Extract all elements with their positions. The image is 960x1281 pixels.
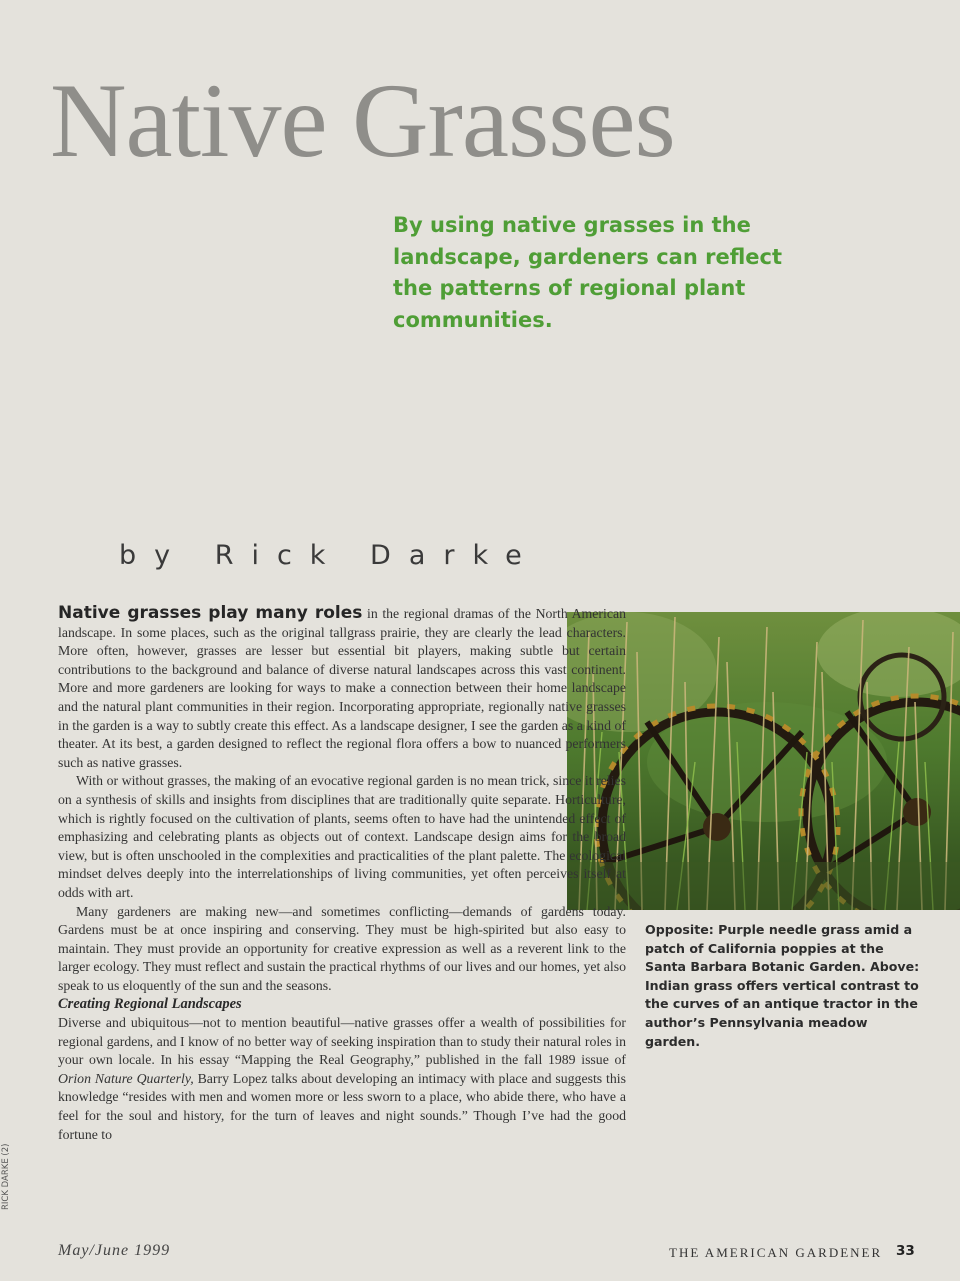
footer-issue-date: May/June 1999: [58, 1242, 171, 1259]
publication-title: Orion Nature Quarterly,: [58, 1070, 194, 1086]
article-title: Native Grasses: [50, 62, 675, 179]
photo-credit-text: RICK DARKE (2): [1, 1143, 11, 1210]
article-body: [58, 604, 626, 1144]
body-paragraph: [58, 1014, 626, 1144]
paragraph-text: in the regional dramas of the North American landscape. In some places, such as the original tallgrass prairie, they are clearly the lead characters. More often, however, grasses are lesser but essential bit players, making subtle but certain contributions to the background and balance of diverse natural landscapes across this vast continent. More and more gardeners are looking for ways to make a connection between their home landscape and the natural plant communities in their region. Incorporating appropriate, regionally native grasses in the garden is a way to subtly create this effect. As a landscape designer, I see the garden as a kind of theater. At its best, a garden designed to reflect the regional flora offers a bow to nuanced performers such as native grasses.: [58, 606, 626, 770]
section-subhead: Creating Regional Landscapes: [58, 996, 242, 1013]
body-paragraph: Many gardeners are making new—and sometimes conflicting—demands of gardens today. Gardens must be at once inspiring and conserving. They must be high-spirited but also easy to maintain. They must provide an opportunity for creative expression as well as a reverent link to the larger ecology. They must reflect and sustain the practical rhythms of our lives and our homes, yet also speak to us eloquently of the sun and the seasons.: [58, 903, 626, 993]
lead-in: Native grasses play many roles: [58, 603, 363, 623]
page-number: 33: [896, 1243, 915, 1259]
paragraph-text: Diverse and ubiquitous—not to mention beautiful—native grasses offer a wealth of possibilities for regional gardens, and I know of no better way of seeking inspiration than to study their natural roles in your own locale. In his essay “Mapping the Real Geography,” published in the fall 1989 issue of: [58, 1015, 626, 1068]
body-paragraph: With or without grasses, the making of an evocative regional garden is no mean trick, since it relies on a synthesis of skills and insights from disciplines that are traditionally quite separate. Horticulture, which is rightly focused on the cultivation of plants, seems often to have had the unintended effect of emphasizing and celebrating plants as objects out of context. Landscape design aims for the broad view, but is often unschooled in the complexities and practicalities of the plant palette. The ecological mindset delves deeply into the interrelationships of living communities, yet often perceives itself at odds with art.: [58, 773, 626, 900]
article-deck: By using native grasses in the landscape, gardeners can reflect the patterns of regional plant communities.: [393, 213, 783, 332]
footer-magazine-name: THE AMERICAN GARDENER: [669, 1245, 883, 1260]
photo-credit: [1, 1140, 15, 1210]
photo-caption: Opposite: Purple needle grass amid a patch of California poppies at the Santa Barbara Botanic Garden. Above: Indian grass offers vertical contrast to the curves of an antique tractor in the author’s Pennsylvania meadow garden.: [645, 922, 920, 1049]
body-paragraph: [58, 604, 626, 772]
article-byline: by Rick Darke: [119, 540, 540, 571]
paragraph-text: Barry Lopez talks about developing an intimacy with place and suggests this knowledge “resides with men and women more or less sworn to a place, who abide there, who have a feel for the soul and history, for the turn of leaves and night sounds.” Though I’ve had the good fortune to: [58, 1070, 626, 1142]
